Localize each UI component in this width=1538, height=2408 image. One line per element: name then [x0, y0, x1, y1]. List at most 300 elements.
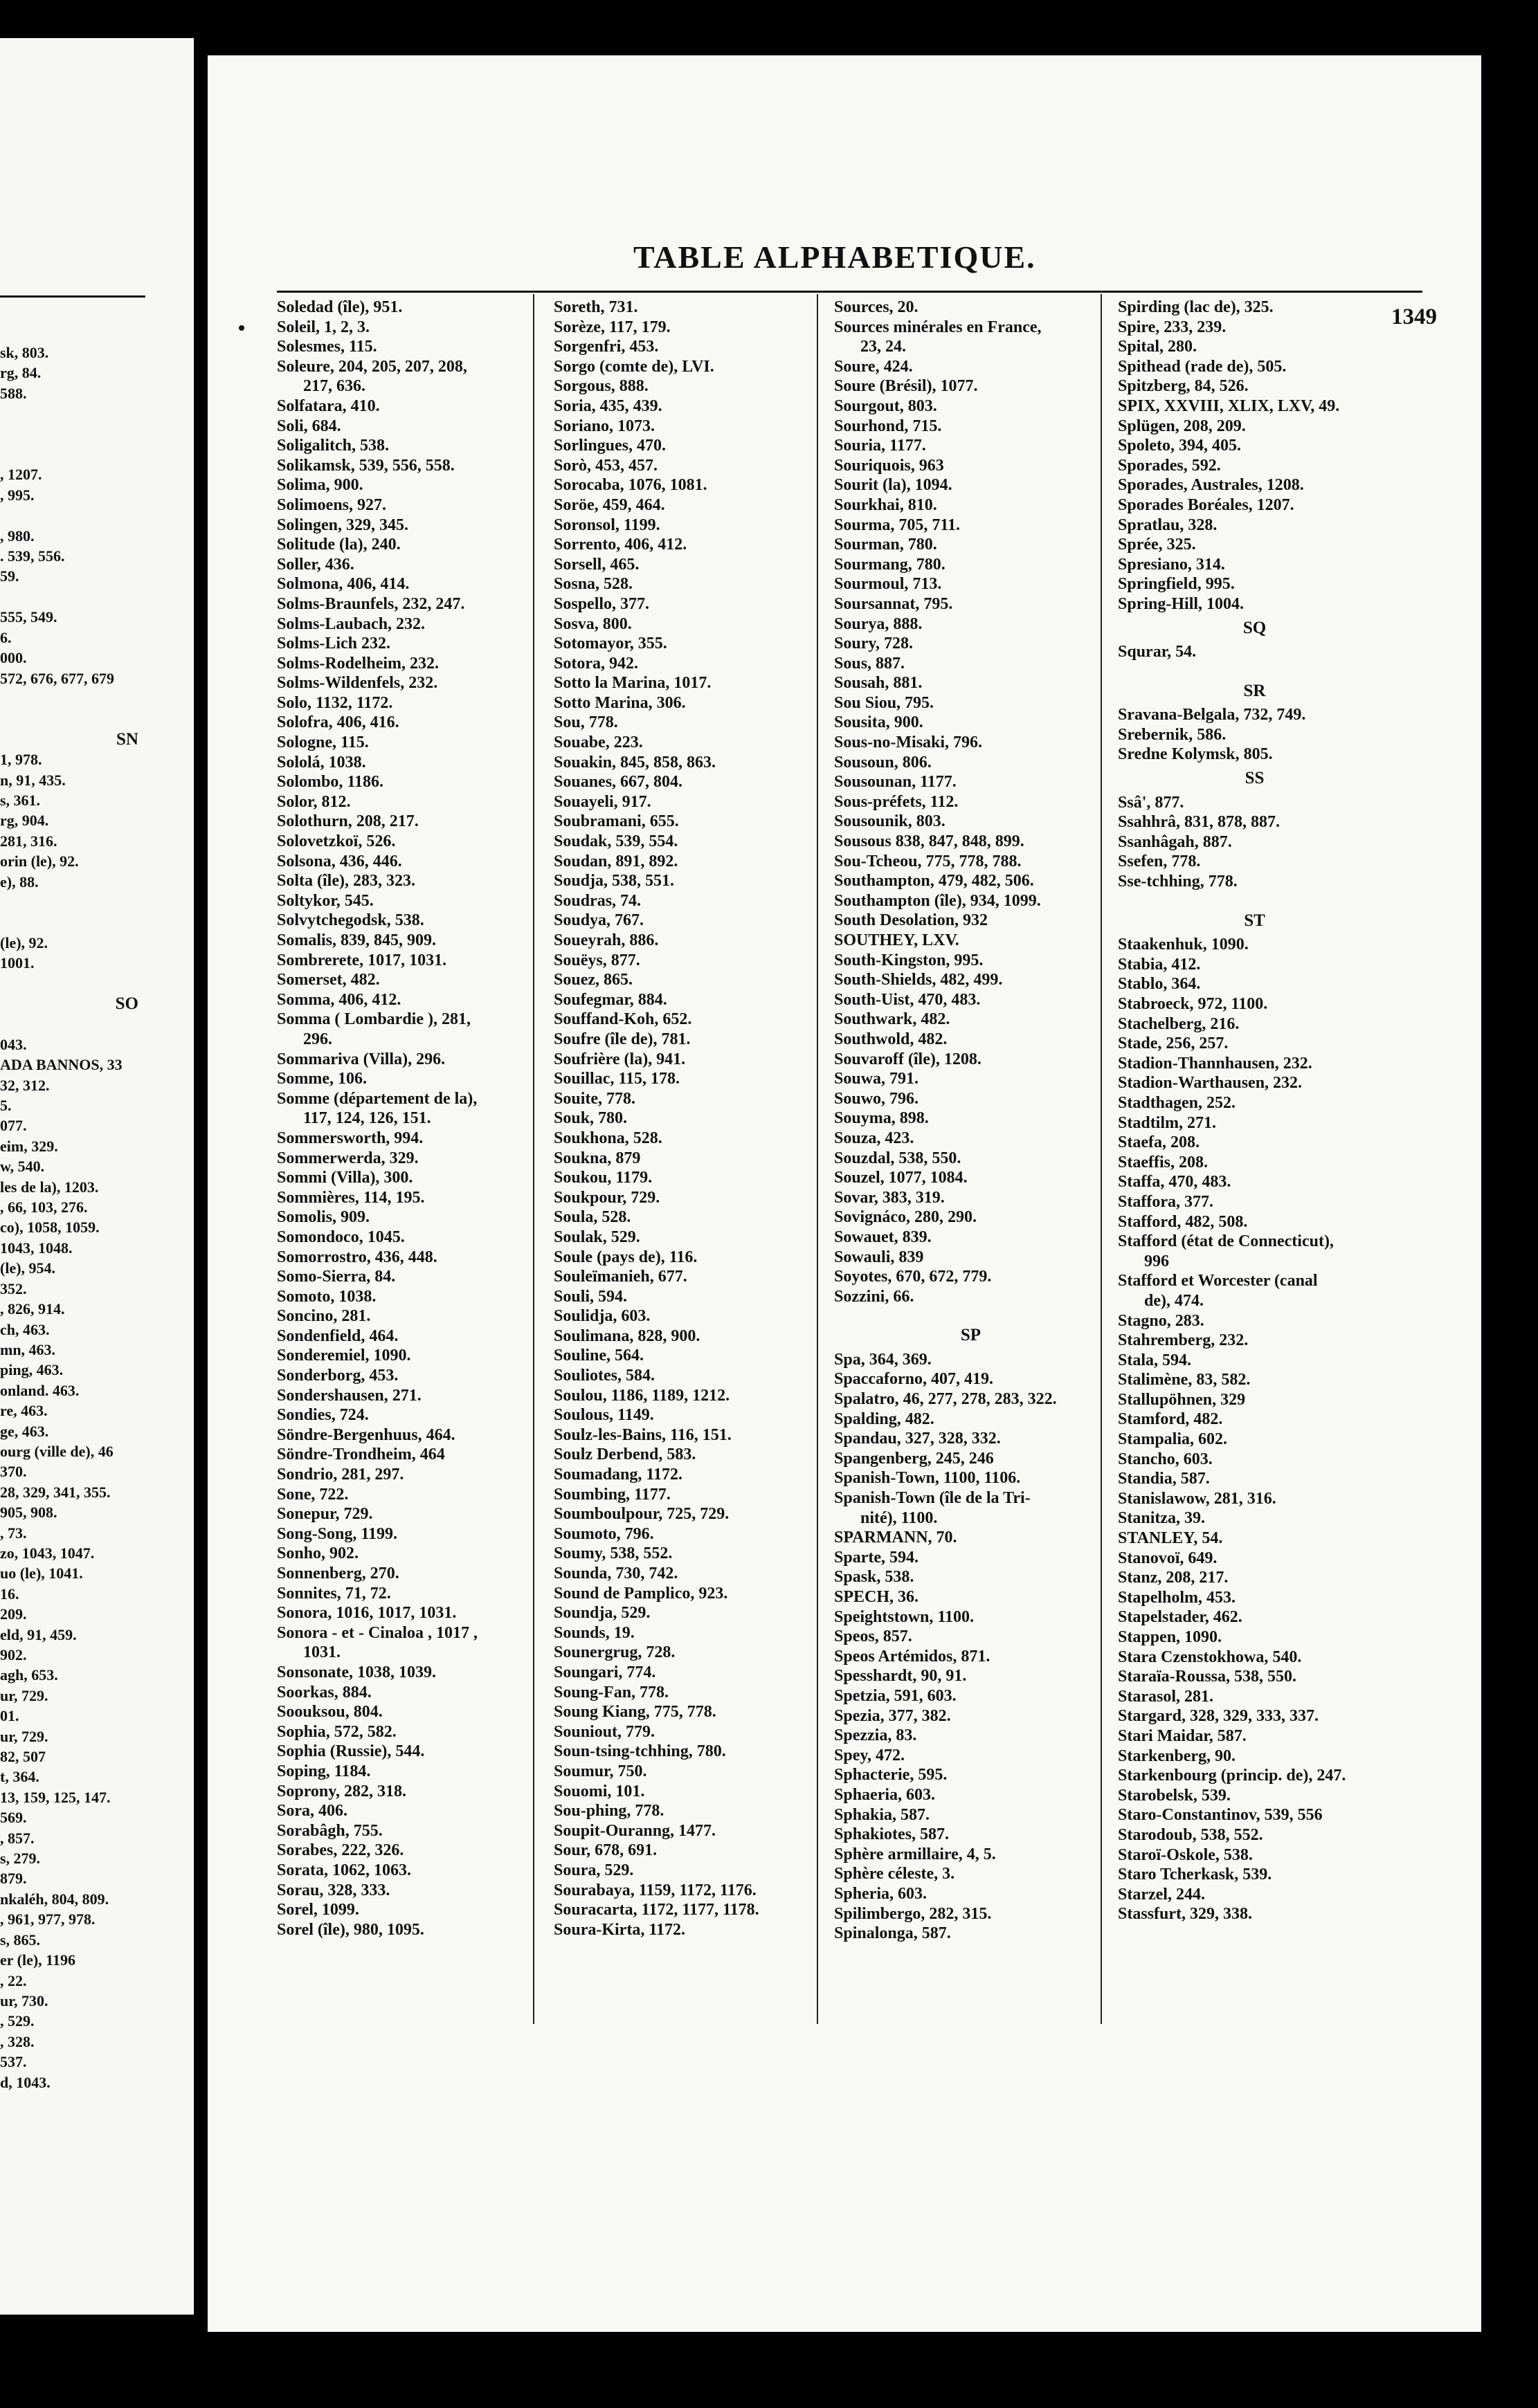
index-line-fragment: , 826, 914. — [0, 1300, 65, 1318]
index-line-fragment: 1, 978. — [0, 751, 42, 769]
index-line-fragment: , 529. — [0, 2012, 35, 2030]
index-line-fragment: 209. — [0, 1605, 27, 1623]
index-entry: Sounda, 730, 742. — [554, 1565, 678, 1582]
index-entry: Sousah, 881. — [834, 674, 923, 693]
index-line-fragment: , 961, 977, 978. — [0, 1910, 96, 1928]
index-line-fragment: eld, 91, 459. — [0, 1625, 77, 1643]
section-heading: ST — [1244, 911, 1265, 930]
index-entry: Sourhond, 715. — [834, 417, 942, 435]
index-line-fragment: orin (le), 92. — [0, 852, 79, 870]
index-entry: Sorabes, 222, 326. — [277, 1841, 404, 1860]
index-line-fragment — [0, 1014, 187, 1034]
index-entry: Stappen, 1090. — [1118, 1628, 1222, 1646]
index-line-fragment — [0, 424, 187, 444]
index-entry: Sphakiotes, 587. — [834, 1825, 950, 1844]
column-divider — [533, 294, 534, 2024]
index-entry: Starkenbourg (princip. de), 247. — [1118, 1767, 1346, 1785]
index-entry: Spesshardt, 90, 91. — [834, 1667, 967, 1686]
index-line-fragment: 6. — [0, 628, 12, 646]
index-entry: Soprony, 282, 318. — [277, 1782, 406, 1800]
index-entry: Sonderemiel, 1090. — [277, 1347, 411, 1365]
index-entry: Stablo, 364. — [1118, 975, 1201, 994]
index-entry: Soukpour, 729. — [554, 1188, 660, 1207]
index-entry: Soufrière (la), 941. — [554, 1050, 686, 1068]
index-line-fragment: 13, 159, 125, 147. — [0, 1788, 111, 1806]
index-entry: Soledad (île), 951. — [277, 298, 403, 316]
index-entry: Souwo, 796. — [834, 1089, 919, 1108]
index-entry: Sourman, 780. — [834, 536, 937, 554]
index-line-fragment: 569. — [0, 1809, 27, 1827]
index-entry: Stancho, 603. — [1118, 1450, 1213, 1468]
index-entry: SPARMANN, 70. — [834, 1529, 957, 1547]
index-entry: Solms-Braunfels, 232, 247. — [277, 594, 465, 613]
index-entry: Soung-Fan, 778. — [554, 1683, 669, 1702]
index-entry: Stapelholm, 453. — [1118, 1588, 1236, 1607]
index-entry: Staeffis, 208. — [1118, 1153, 1208, 1171]
index-entry: Staffa, 470, 483. — [1118, 1173, 1231, 1192]
index-entry: Soria, 435, 439. — [554, 396, 662, 415]
index-entry: Somme, 106. — [277, 1070, 367, 1088]
index-entry: Souez, 865. — [554, 971, 633, 989]
index-entry: Soudak, 539, 554. — [554, 832, 678, 851]
index-entry: Sonderborg, 453. — [277, 1367, 399, 1385]
index-entry: Solothurn, 208, 217. — [277, 812, 419, 831]
index-entry: Souëys, 877. — [554, 951, 640, 969]
index-line-fragment: 352. — [0, 1279, 27, 1297]
index-entry: Southwark, 482. — [834, 1010, 950, 1029]
index-entry: Sourabaya, 1159, 1172, 1176. — [554, 1881, 757, 1899]
index-entry: Souliotes, 584. — [554, 1367, 655, 1385]
spacer — [1118, 662, 1391, 677]
index-entry: Sourma, 705, 711. — [834, 516, 961, 534]
index-entry: Soouksou, 804. — [277, 1703, 383, 1722]
index-line-fragment: 01. — [0, 1707, 19, 1725]
index-entry: Sololá, 1038. — [277, 753, 366, 772]
index-entry: Sondies, 724. — [277, 1406, 369, 1425]
index-entry: Souabe, 223. — [554, 733, 643, 752]
index-entry: Stafford (état de Connecticut), — [1118, 1232, 1334, 1251]
index-entry: Soncino, 281. — [277, 1307, 371, 1326]
index-entry: Sophia (Russie), 544. — [277, 1742, 425, 1761]
index-entry: Soronsol, 1199. — [554, 516, 660, 534]
index-entry: 296. — [303, 1030, 332, 1048]
index-entry: Sphère céleste, 3. — [834, 1865, 955, 1883]
index-entry: Sourmang, 780. — [834, 555, 946, 574]
index-entry: Sorò, 453, 457. — [554, 456, 658, 475]
index-line-fragment: ur, 729. — [0, 1727, 48, 1745]
index-entry: Soueyrah, 886. — [554, 931, 659, 949]
index-entry: Somorrostro, 436, 448. — [277, 1248, 437, 1266]
index-entry: Song-Song, 1199. — [277, 1524, 398, 1543]
index-entry: Solms-Laubach, 232. — [277, 614, 426, 633]
index-entry: Speos, 857. — [834, 1627, 912, 1646]
index-entry: Ssâ', 877. — [1118, 793, 1184, 812]
index-entry: Sorrento, 406, 412. — [554, 536, 687, 554]
index-entry: Souriquois, 963 — [834, 456, 944, 475]
index-entry: Sologne, 115. — [277, 733, 369, 752]
index-line-fragment: ADA BANNOS, 33 — [0, 1056, 123, 1074]
index-line-fragment: 537. — [0, 2053, 27, 2071]
index-entry: Sonnenberg, 270. — [277, 1565, 399, 1582]
index-line-fragment: , 980. — [0, 527, 35, 545]
index-entry: Soubramani, 655. — [554, 812, 679, 831]
index-entry: Souomi, 101. — [554, 1782, 645, 1800]
index-entry: Soriano, 1073. — [554, 417, 655, 435]
index-line-fragment: 82, 507 — [0, 1748, 46, 1766]
index-line-fragment: 32, 312. — [0, 1076, 50, 1094]
index-entry: Soukna, 879 — [554, 1149, 641, 1167]
index-page — [208, 55, 1481, 2332]
page-title: TABLE ALPHABETIQUE. — [633, 239, 1036, 275]
index-entry: Stadion-Thannhausen, 232. — [1118, 1054, 1312, 1073]
index-entry: Soumboulpour, 725, 729. — [554, 1505, 730, 1524]
index-entry: Souzdal, 538, 550. — [834, 1149, 961, 1167]
index-entry: Staro Tcherkask, 539. — [1118, 1866, 1272, 1884]
section-heading: SQ — [1242, 618, 1267, 637]
index-entry: Spandau, 327, 328, 332. — [834, 1430, 1001, 1448]
index-line-fragment: er (le), 1196 — [0, 1951, 75, 1969]
index-entry: Sous-no-Misaki, 796. — [834, 733, 983, 752]
index-line-fragment — [0, 912, 187, 932]
index-entry: Soungari, 774. — [554, 1663, 656, 1681]
index-entry: Stapelstader, 462. — [1118, 1608, 1242, 1627]
index-entry: Stade, 256, 257. — [1118, 1034, 1229, 1053]
index-entry: Sommersworth, 994. — [277, 1129, 424, 1147]
index-line-fragment: 16. — [0, 1585, 19, 1603]
index-entry: Solvytchegodsk, 538. — [277, 911, 424, 930]
index-entry: Sommariva (Villa), 296. — [277, 1050, 446, 1068]
spacer — [1118, 892, 1391, 907]
index-entry: Souza, 423. — [834, 1129, 914, 1147]
index-entry: Sou-phing, 778. — [554, 1802, 664, 1821]
index-entry: Soumur, 750. — [554, 1762, 647, 1780]
left-page-text — [0, 343, 187, 2092]
index-entry: Soura, 529. — [554, 1861, 634, 1879]
index-column-3 — [834, 298, 1107, 1944]
index-entry: 23, 24. — [860, 338, 906, 356]
index-line-fragment: 902. — [0, 1646, 27, 1663]
index-entry: Spresiano, 314. — [1118, 555, 1225, 574]
index-line-fragment: 28, 329, 341, 355. — [0, 1483, 111, 1501]
index-entry: Starasol, 281. — [1118, 1687, 1213, 1706]
index-entry: Sorgous, 888. — [554, 377, 649, 396]
index-entry: SOUTHEY, LXV. — [834, 931, 959, 949]
page-number: 1349 — [1391, 304, 1437, 329]
index-line-fragment: 5. — [0, 1097, 12, 1115]
index-entry: Splügen, 208, 209. — [1118, 417, 1246, 435]
index-line-fragment: 281, 316. — [0, 832, 57, 850]
index-entry: Somoto, 1038. — [277, 1287, 377, 1306]
index-line-fragment: , 995. — [0, 486, 35, 504]
index-entry: Soudya, 767. — [554, 911, 644, 930]
index-line-fragment: rg, 84. — [0, 364, 42, 382]
index-entry: Soulak, 529. — [554, 1228, 640, 1246]
section-heading: SP — [960, 1326, 981, 1345]
index-entry: Sourmoul, 713. — [834, 575, 942, 594]
index-entry: Somolis, 909. — [277, 1208, 370, 1227]
index-entry: Stachelberg, 216. — [1118, 1014, 1240, 1033]
index-entry: Sous-préfets, 112. — [834, 792, 959, 811]
index-entry: Sounds, 19. — [554, 1623, 635, 1642]
margin-bullet — [239, 325, 244, 331]
index-entry: Somma, 406, 412. — [277, 990, 401, 1009]
index-line-fragment: ur, 730. — [0, 1991, 48, 2009]
index-entry: Souniout, 779. — [554, 1722, 655, 1741]
index-entry: Soumy, 538, 552. — [554, 1544, 673, 1563]
index-entry: Sousous 838, 847, 848, 899. — [834, 832, 1024, 851]
index-entry: Speos Artémidos, 871. — [834, 1647, 990, 1666]
index-entry: Spheria, 603. — [834, 1884, 928, 1903]
index-entry: Solta (île), 283, 323. — [277, 872, 415, 891]
index-entry: Spithead (rade de), 505. — [1118, 357, 1287, 376]
index-line-fragment: (le), 954. — [0, 1259, 56, 1277]
index-entry: Stampalia, 602. — [1118, 1430, 1228, 1449]
index-entry: Stabroeck, 972, 1100. — [1118, 995, 1268, 1013]
index-line-fragment: 59. — [0, 567, 19, 585]
index-entry: Spalatro, 46, 277, 278, 283, 322. — [834, 1390, 1057, 1409]
index-entry: Sourgout, 803. — [834, 396, 937, 415]
index-entry: South-Uist, 470, 483. — [834, 990, 981, 1009]
index-line-fragment: , 66, 103, 276. — [0, 1198, 88, 1216]
index-entry: Springfield, 995. — [1118, 575, 1235, 594]
index-entry: Somalis, 839, 845, 909. — [277, 931, 437, 949]
index-entry: Souline, 564. — [554, 1347, 644, 1365]
index-entry: Sowauet, 839. — [834, 1228, 932, 1246]
index-entry: Soury, 728. — [834, 635, 914, 653]
index-entry: Spask, 538. — [834, 1568, 914, 1587]
index-line-fragment: re, 463. — [0, 1402, 48, 1420]
index-line-fragment: zo, 1043, 1047. — [0, 1544, 95, 1562]
index-entry: Stanislawow, 281, 316. — [1118, 1489, 1276, 1508]
index-entry: South Desolation, 932 — [834, 911, 988, 930]
index-entry: Sorocaba, 1076, 1081. — [554, 476, 707, 495]
index-entry: Spital, 280. — [1118, 338, 1197, 356]
index-entry: Somme (département de la), — [277, 1089, 478, 1108]
index-entry: Sommières, 114, 195. — [277, 1188, 425, 1207]
index-entry: Soumadang, 1172. — [554, 1466, 683, 1484]
index-entry: South-Shields, 482, 499. — [834, 971, 1003, 989]
index-entry: Sousounan, 1177. — [834, 773, 957, 792]
index-entry: Staraïa-Roussa, 538, 550. — [1118, 1668, 1297, 1686]
index-entry: Sommerwerda, 329. — [277, 1149, 419, 1167]
index-line-fragment: eim, 329. — [0, 1137, 58, 1155]
index-entry: Spitzberg, 84, 526. — [1118, 377, 1249, 396]
index-entry: Souakin, 845, 858, 863. — [554, 753, 716, 772]
index-entry: Sourkhai, 810. — [834, 495, 937, 514]
index-entry: Sphacterie, 595. — [834, 1766, 948, 1785]
index-entry: Souyma, 898. — [834, 1109, 929, 1128]
index-entry: Sonnites, 71, 72. — [277, 1584, 391, 1603]
index-entry: Sonora - et - Cinaloa , 1017 , — [277, 1623, 478, 1642]
index-entry: Sounergrug, 728. — [554, 1643, 676, 1662]
index-entry: Stanitza, 39. — [1118, 1509, 1205, 1528]
section-heading: SR — [1243, 681, 1266, 700]
index-entry: Starodoub, 538, 552. — [1118, 1825, 1263, 1844]
index-entry: Souli, 594. — [554, 1287, 628, 1306]
index-entry: Sone, 722. — [277, 1485, 349, 1504]
index-entry: Spanish-Town (île de la Tri- — [834, 1489, 1031, 1508]
index-line-fragment: co), 1058, 1059. — [0, 1219, 100, 1237]
index-entry: Stassfurt, 329, 338. — [1118, 1905, 1253, 1924]
index-entry: Sredne Kolymsk, 805. — [1118, 745, 1273, 764]
index-entry: 1031. — [303, 1643, 341, 1662]
section-heading: SO — [115, 994, 138, 1013]
index-entry: Solmona, 406, 414. — [277, 575, 410, 594]
index-entry: Ssefen, 778. — [1118, 852, 1201, 871]
index-entry: Staffora, 377. — [1118, 1192, 1213, 1211]
index-entry: Souria, 1177. — [834, 437, 926, 455]
index-entry: Soufre (île de), 781. — [554, 1030, 691, 1048]
index-entry: Soorkas, 884. — [277, 1683, 372, 1702]
index-entry: Stanovoï, 649. — [1118, 1549, 1218, 1567]
index-entry: Sou Siou, 795. — [834, 693, 934, 712]
index-line-fragment: les de la), 1203. — [0, 1178, 99, 1196]
index-entry: Solsona, 436, 446. — [277, 852, 402, 870]
index-entry: de), 474. — [1144, 1291, 1204, 1310]
index-entry: Soure, 424. — [834, 357, 913, 376]
index-entry: Soura-Kirta, 1172. — [554, 1920, 685, 1939]
index-entry: Souk, 780. — [554, 1109, 628, 1128]
index-entry: Stabia, 412. — [1118, 955, 1201, 974]
index-entry: Spetzia, 591, 603. — [834, 1686, 957, 1705]
index-entry: Sphère armillaire, 4, 5. — [834, 1845, 996, 1863]
index-line-fragment: uo (le), 1041. — [0, 1565, 83, 1582]
index-entry: Sorel, 1099. — [277, 1901, 359, 1919]
index-entry: Solo, 1132, 1172. — [277, 693, 393, 712]
index-entry: Sourit (la), 1094. — [834, 476, 952, 495]
index-line-fragment: ur, 729. — [0, 1686, 48, 1704]
index-entry: Sporades, Australes, 1208. — [1118, 476, 1304, 495]
index-entry: 217, 636. — [303, 377, 365, 396]
index-entry: Soller, 436. — [277, 555, 354, 574]
index-entry: Soltykor, 545. — [277, 891, 374, 910]
index-line-fragment: mn, 463. — [0, 1340, 56, 1358]
index-entry: Soung Kiang, 775, 778. — [554, 1703, 716, 1722]
index-entry: Speightstown, 1100. — [834, 1607, 975, 1626]
index-entry: Stara Czenstokhowa, 540. — [1118, 1648, 1302, 1666]
index-entry: Ssahhrâ, 831, 878, 887. — [1118, 813, 1281, 832]
index-entry: Stala, 594. — [1118, 1351, 1192, 1369]
index-entry: Sorlingues, 470. — [554, 437, 667, 455]
index-entry: Spey, 472. — [834, 1746, 905, 1764]
index-entry: Somerset, 482. — [277, 971, 380, 989]
index-entry: Sonsonate, 1038, 1039. — [277, 1663, 437, 1681]
index-entry: Squrar, 54. — [1118, 643, 1197, 662]
index-entry: Sovar, 383, 319. — [834, 1188, 945, 1207]
index-entry: Sorsell, 465. — [554, 555, 640, 574]
index-entry: Souracarta, 1172, 1177, 1178. — [554, 1901, 759, 1919]
index-line-fragment: t, 364. — [0, 1768, 39, 1786]
index-line-fragment: , 22. — [0, 1971, 27, 1989]
index-entry: 996 — [1144, 1252, 1169, 1270]
index-entry: Staefa, 208. — [1118, 1133, 1200, 1152]
index-line-fragment: , 1207. — [0, 466, 42, 484]
index-entry: nité), 1100. — [860, 1508, 938, 1527]
index-entry: Souvaroff (île), 1208. — [834, 1050, 981, 1068]
index-line-fragment: 905, 908. — [0, 1504, 57, 1522]
index-entry: Sporades, 592. — [1118, 456, 1221, 475]
index-entry: Sou, 778. — [554, 713, 618, 732]
index-line-fragment: 1043, 1048. — [0, 1239, 73, 1257]
index-entry: Stamford, 482. — [1118, 1410, 1223, 1429]
index-line-fragment: 572, 676, 677, 679 — [0, 669, 114, 687]
index-entry: Solima, 900. — [277, 476, 363, 495]
index-entry: Soleure, 204, 205, 207, 208, — [277, 357, 467, 376]
index-entry: Solor, 812. — [277, 792, 351, 811]
index-entry: Soukhona, 528. — [554, 1129, 662, 1147]
index-entry: Solombo, 1186. — [277, 773, 384, 792]
index-entry: Stargard, 328, 329, 333, 337. — [1118, 1707, 1319, 1726]
index-entry: Sorgo (comte de), LVI. — [554, 357, 714, 376]
index-entry: Solms-Wildenfels, 232. — [277, 674, 438, 693]
index-line-fragment: e), 88. — [0, 873, 39, 891]
index-line-fragment: nkaléh, 804, 809. — [0, 1890, 109, 1908]
index-line-fragment: 879. — [0, 1870, 27, 1888]
index-line-fragment: ch, 463. — [0, 1320, 50, 1338]
index-entry: Sondershausen, 271. — [277, 1386, 422, 1405]
index-entry: Sotomayor, 355. — [554, 635, 667, 653]
index-line-fragment: agh, 653. — [0, 1666, 58, 1684]
index-entry: SPIX, XXVIII, XLIX, LXV, 49. — [1118, 396, 1340, 415]
index-entry: Solms-Rodelheim, 232. — [277, 654, 439, 673]
index-line-fragment: . 539, 556. — [0, 547, 65, 565]
index-entry: Sotto la Marina, 1017. — [554, 674, 712, 693]
section-heading: SN — [116, 729, 138, 749]
index-entry: Sotora, 942. — [554, 654, 638, 673]
index-entry: Starzel, 244. — [1118, 1885, 1205, 1904]
index-entry: Solikamsk, 539, 556, 558. — [277, 456, 455, 475]
index-entry: Soun-tsing-tchhing, 780. — [554, 1742, 726, 1761]
index-entry: Sourya, 888. — [834, 614, 923, 633]
index-entry: Soudja, 538, 551. — [554, 872, 675, 891]
index-entry: Srebernik, 586. — [1118, 725, 1227, 744]
index-entry: Soligalitch, 538. — [277, 437, 390, 455]
index-column-2 — [554, 298, 827, 1940]
index-entry: Spaccaforno, 407, 419. — [834, 1370, 993, 1389]
index-line-fragment — [0, 444, 187, 464]
index-entry: Sozzini, 66. — [834, 1287, 914, 1306]
index-line-fragment — [0, 709, 187, 729]
index-entry: Sospello, 377. — [554, 594, 650, 613]
index-entry: Standia, 587. — [1118, 1470, 1210, 1488]
index-line-fragment: onland. 463. — [0, 1381, 80, 1399]
index-entry: Sparte, 594. — [834, 1548, 919, 1567]
index-entry: Soulou, 1186, 1189, 1212. — [554, 1386, 730, 1405]
index-entry: Somo-Sierra, 84. — [277, 1268, 396, 1286]
index-entry: Solovetzkoï, 526. — [277, 832, 396, 851]
index-line-fragment — [0, 974, 187, 994]
index-entry: Solingen, 329, 345. — [277, 516, 409, 534]
index-entry: Spilimbergo, 282, 315. — [834, 1904, 992, 1923]
index-entry: Soleil, 1, 2, 3. — [277, 318, 370, 336]
index-entry: Soufegmar, 884. — [554, 990, 667, 1009]
index-line-fragment — [0, 403, 187, 423]
index-entry: Soudan, 891, 892. — [554, 852, 678, 870]
index-entry: Soudras, 74. — [554, 891, 642, 910]
spacer — [834, 1306, 1107, 1322]
index-entry: Stagno, 283. — [1118, 1311, 1204, 1330]
index-line-fragment — [0, 892, 187, 912]
index-line-fragment: 588. — [0, 384, 27, 402]
index-entry: Southampton (île), 934, 1099. — [834, 891, 1041, 910]
index-entry: Sources, 20. — [834, 298, 919, 316]
index-entry: Sphaeria, 603. — [834, 1785, 936, 1804]
index-entry: Soreth, 731. — [554, 298, 638, 316]
index-entry: Sousounik, 803. — [834, 812, 946, 831]
index-entry: Souayeli, 917. — [554, 792, 651, 811]
index-entry: Spire, 233, 239. — [1118, 318, 1227, 336]
index-line-fragment: 555, 549. — [0, 608, 57, 626]
